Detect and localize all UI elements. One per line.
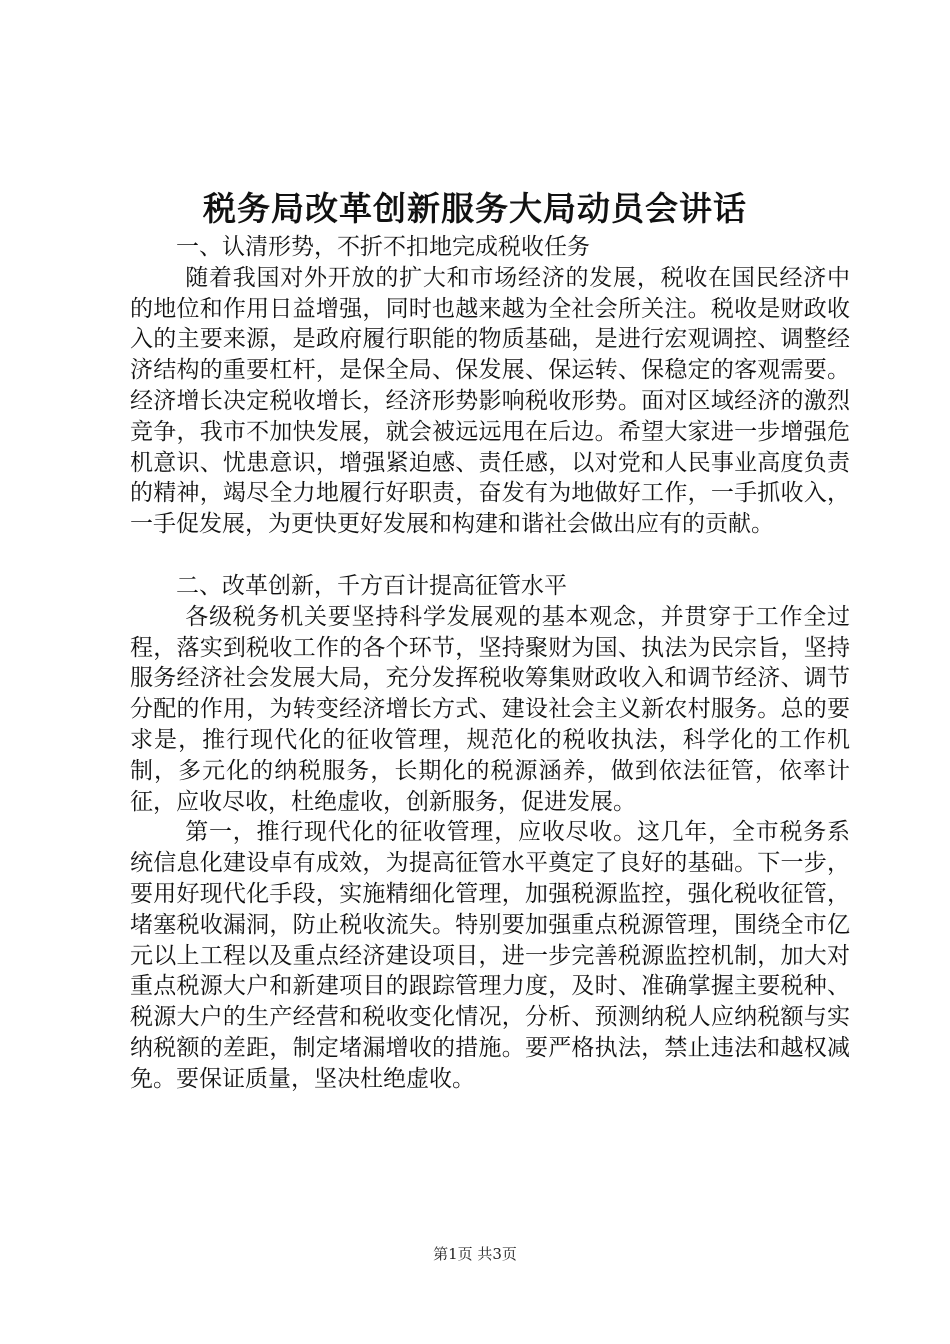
- paragraph: 各级税务机关要坚持科学发展观的基本观念，并贯穿于工作全过程，落实到税收工作的各个环节，坚持聚财为国、执法为民宗旨，坚持服务经济社会发展大局，充分发挥税收筹集财政收入和调节经济、调节分配的作用，为转变经济增长方式、建设社会主义新农村服务。总的要求是，推行现代化的征收管理，规范化的税收执法，科学化的工作机制，多元化的纳税服务，长期化的税源涵养，做到依法征管，依率计征，应收尽收，杜绝虚收，创新服务，促进发展。: [130, 603, 850, 815]
- section-heading: 二、改革创新，千方百计提高征管水平: [176, 572, 567, 599]
- page-indicator: 第1页 共3页: [433, 1245, 517, 1263]
- paragraph: 随着我国对外开放的扩大和市场经济的发展，税收在国民经济中的地位和作用日益增强，同时也越来越为全社会所关注。税收是财政收入的主要来源，是政府履行职能的物质基础，是进行宏观调控、调整经济结构的重要杠杆，是保全局、保发展、保运转、保稳定的客观需要。经济增长决定税收增长，经济形势影响税收形势。面对区域经济的激烈竞争，我市不加快发展，就会被远远甩在后边。希望大家进一步增强危机意识、忧患意识，增强紧迫感、责任感，以对党和人民事业高度负责的精神，竭尽全力地履行好职责，奋发有为地做好工作，一手抓收入，一手促发展，为更快更好发展和构建和谐社会做出应有的贡献。: [130, 264, 850, 538]
- document-body: [130, 232, 850, 1095]
- section-spacer: [130, 540, 850, 571]
- paragraph: 第一，推行现代化的征收管理，应收尽收。这几年，全市税务系统信息化建设卓有成效，为提高征管水平奠定了良好的基础。下一步，要用好现代化手段，实施精细化管理，加强税源监控，强化税收征管，堵塞税收漏洞，防止税收流失。特别要加强重点税源管理，围绕全市亿元以上工程以及重点经济建设项目，进一步完善税源监控机制，加大对重点税源大户和新建项目的跟踪管理力度，及时、准确掌握主要税种、税源大户的生产经营和税收变化情况，分析、预测纳税人应纳税额与实纳税额的差距，制定堵漏增收的措施。要严格执法，禁止违法和越权减免。要保证质量，坚决杜绝虚收。: [130, 819, 850, 1092]
- page-title: 税务局改革创新服务大局动员会讲话: [203, 189, 747, 228]
- page-footer: [0, 1243, 950, 1265]
- section-2: [130, 571, 850, 1095]
- section-heading: 一、认清形势，不折不扣地完成税收任务: [176, 234, 590, 260]
- section-1: [130, 232, 850, 540]
